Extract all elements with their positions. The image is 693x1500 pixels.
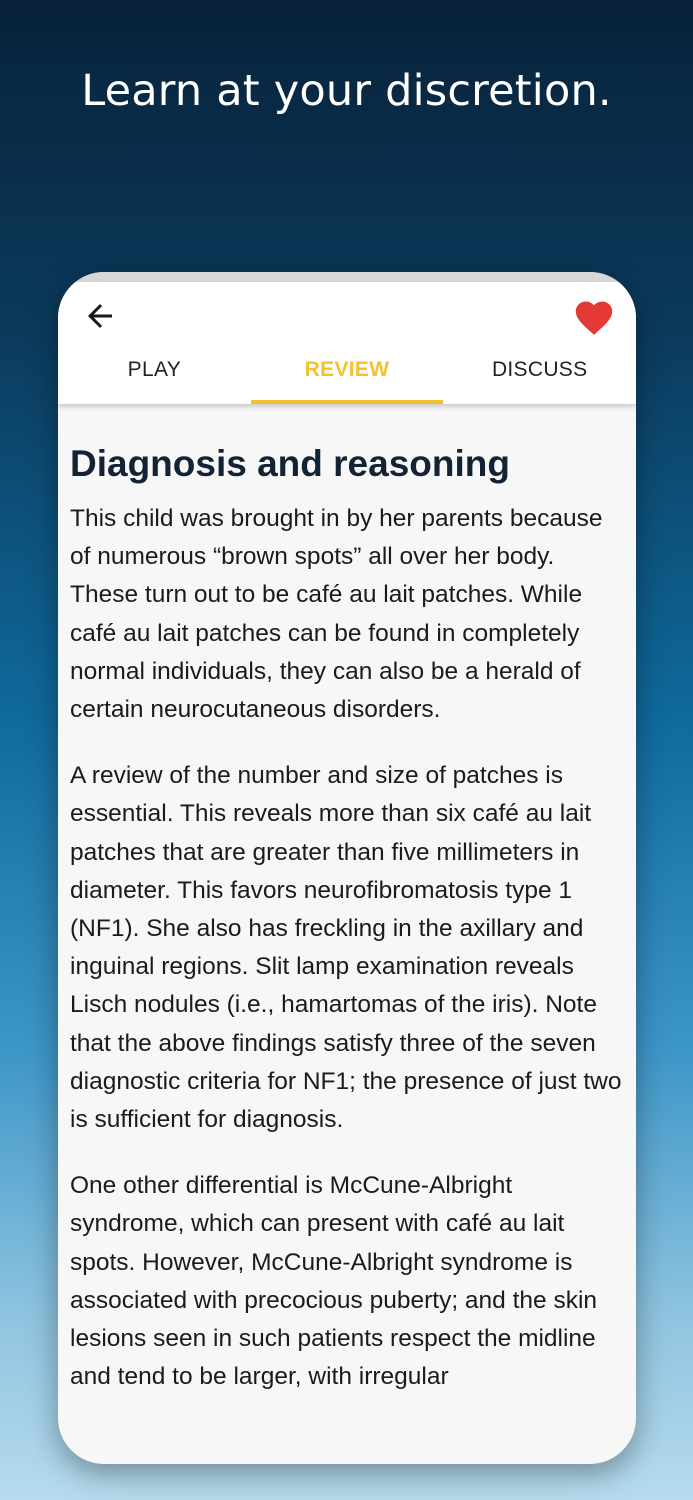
tab-review[interactable]: REVIEW (251, 348, 444, 404)
back-button[interactable] (82, 298, 118, 334)
tab-play[interactable]: PLAY (127, 358, 181, 381)
status-bar-strip (58, 272, 636, 282)
paragraph-differential: One other differential is McCune-Albright syndrome, which can present with café au lait spots. However, McCune-Albright syndrome is associated with precocious puberty; and the skin lesions seen in such patients respect the midline and tend to be larger, with irregular (70, 1172, 598, 1391)
app-bar (58, 282, 636, 404)
favorite-button[interactable] (572, 296, 616, 336)
phone-frame (58, 272, 636, 1464)
tab-bar (58, 348, 636, 404)
arrow-left-icon (82, 298, 118, 334)
tab-discuss[interactable]: DISCUSS (491, 358, 588, 381)
paragraph-intro: This child was brought in by her parents because of numerous “brown spots” all over her body. These turn out to be café au lait patches. While café au lait patches can be found in completely normal individuals, they can also be a herald of certain neurocutaneous disorders. (70, 505, 603, 724)
promo-headline: Learn at your discretion. (81, 66, 612, 116)
review-content[interactable] (70, 404, 626, 1464)
paragraph-criteria: A review of the number and size of patches is essential. This reveals more than six café au lait patches that are greater than five millimeters in diameter. This favors neurofibromatosis type 1 (NF1). She also has freckling in the axillary and inguinal regions. Slit lamp examination reveals Lisch nodules (i.e., hamartomas of the iris). Note that the above findings satisfy three of the seven diagnostic criteria for NF1; the presence of just two is sufficient for diagnosis. (70, 762, 622, 1134)
section-title: Diagnosis and reasoning (70, 443, 510, 484)
heart-icon (572, 296, 616, 336)
